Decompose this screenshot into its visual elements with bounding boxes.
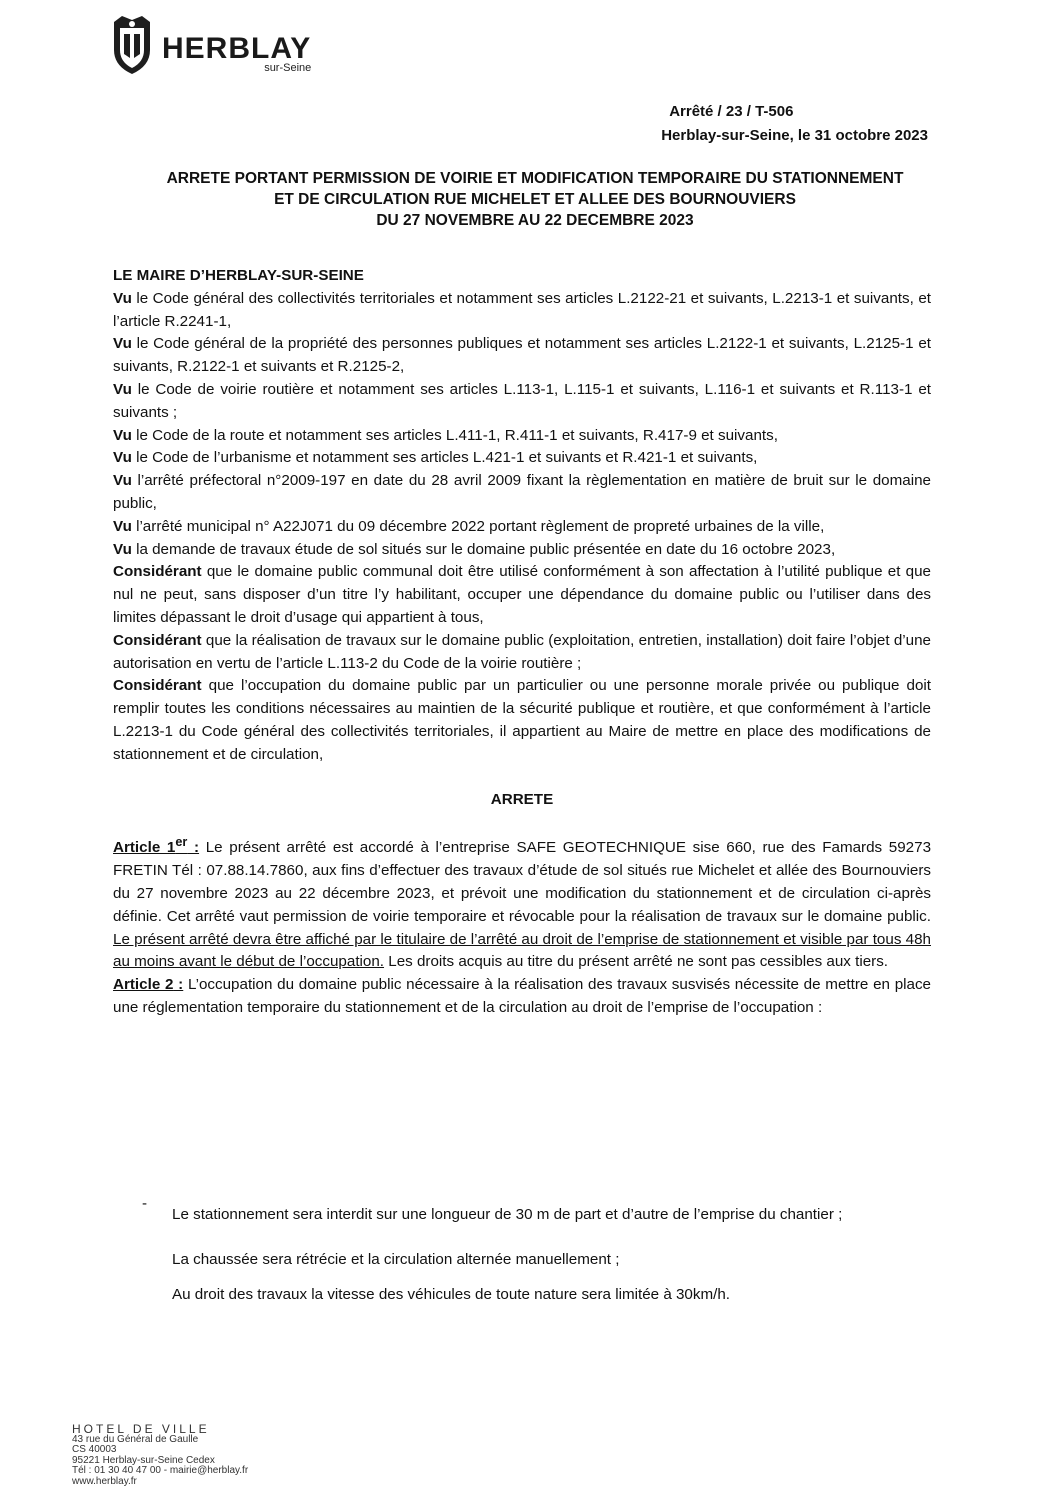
- visa-paragraph: [113, 288, 931, 334]
- visa-lead: Vu: [113, 449, 132, 467]
- visa-paragraph: [113, 470, 931, 516]
- visas-list: [113, 288, 931, 767]
- visa-paragraph: [113, 561, 931, 629]
- visa-paragraph: [113, 630, 931, 676]
- list-item: [142, 1193, 932, 1237]
- place-date: Herblay-sur-Seine, le 31 octobre 2023: [661, 127, 928, 144]
- list-item: La chaussée sera rétrécie et la circulation alternée manuellement ;: [172, 1251, 620, 1268]
- visa-lead: Considérant: [113, 677, 202, 695]
- visa-lead: Vu: [113, 426, 132, 444]
- measures-list: [142, 1193, 932, 1319]
- article-1: [113, 831, 931, 974]
- visa-paragraph: [113, 425, 931, 448]
- visa-text: que la réalisation de travaux sur le domaine public (exploitation, entretien, installation) doit faire l’objet d’une autorisation en vertu de l’article L.113-2 du Code de la voirie routière ;: [113, 631, 931, 672]
- crest-icon: [108, 12, 156, 76]
- footer-line: 43 rue du Général de Gaulle: [72, 1433, 199, 1445]
- footer-line: Tél : 01 30 40 47 00 - mairie@herblay.fr: [72, 1465, 249, 1476]
- footer-line: CS 40003: [72, 1444, 117, 1455]
- visa-text: le Code de l’urbanisme et notamment ses articles L.421-1 et suivants et R.421-1 et suivants,: [131, 449, 758, 467]
- title-line: ET DE CIRCULATION RUE MICHELET ET ALLEE DES BOURNOUVIERS: [274, 191, 796, 208]
- visa-lead: Considérant: [113, 563, 202, 581]
- visa-lead: Vu: [113, 335, 132, 353]
- document-title: [100, 168, 970, 231]
- list-item: Au droit des travaux la vitesse des véhicules de toute nature sera limitée à 30km/h.: [172, 1285, 731, 1303]
- city-logo: [108, 12, 311, 76]
- visa-text: l’arrêté municipal n° A22J071 du 09 décembre 2022 portant règlement de propreté urbaines de la ville,: [131, 517, 825, 535]
- article-2: [113, 974, 931, 1020]
- visa-text: l’arrêté préfectoral n°2009-197 en date du 28 avril 2009 fixant la règlementation en matière de bruit sur le domaine public,: [113, 472, 931, 512]
- article-2-text: L’occupation du domaine public nécessaire à la réalisation des travaux susvisés nécessite de mettre en place une réglementation temporaire du stationnement et de la circulation au droit de l’emprise de l’occupation :: [113, 976, 931, 1016]
- article-1-text: Le présent arrêté est accordé à l’entreprise SAFE GEOTECHNIQUE sise 660, rue des Famards 59273 FRETIN Tél : 07.88.14.7860, aux fins d’effectuer des travaux d’étude de sol situés rue Michelet et allée des Bournouviers du 27 novembre 2023 au 22 décembre 2023, et prévoit une modification du stationnement et de circulation ci-après définie. Cet arrêté vaut permission de voirie temporaire et révocable pour la réalisation de travaux sur le domaine public.: [113, 839, 932, 925]
- visa-paragraph: [113, 675, 931, 766]
- visa-text: la demande de travaux étude de sol situés sur le domaine public présentée en date du 16 octobre 2023,: [131, 540, 836, 558]
- visa-paragraph: [113, 447, 931, 470]
- visa-lead: Vu: [113, 380, 132, 398]
- bullet: -: [142, 1195, 148, 1212]
- reference-block: [661, 100, 928, 148]
- list-item-text: Le stationnement sera interdit sur une longueur de 30 m de part et d’autre de l’emprise du chantier ;: [172, 1206, 843, 1223]
- visa-paragraph: [113, 516, 931, 539]
- footer-address: [72, 1424, 248, 1487]
- visa-text: le Code général de la propriété des personnes publiques et notamment ses articles L.2122-1 et suivants, L.2125-1 et suivants, R.2122-1 et suivants et R.2125-2,: [113, 335, 931, 376]
- visa-text: le Code de la route et notamment ses articles L.411-1, R.411-1 et suivants, R.417-9 et suivants,: [131, 426, 778, 444]
- visa-paragraph: [113, 539, 931, 562]
- visa-paragraph: [113, 333, 931, 379]
- document-body: [113, 265, 931, 1020]
- visa-text: que l’occupation du domaine public par un particulier ou une personne morale privée ou publique doit remplir toutes les conditions nécessaires au maintien de la sécurité publique et routière, et que conformément à l’article L.2213-1 du Code général des collectivités territoriales, il appartient au Maire de mettre en place des modifications de stationnement et de circulation,: [113, 677, 931, 763]
- mayor-heading: LE MAIRE D’HERBLAY-SUR-SEINE: [113, 267, 364, 284]
- visa-lead: Vu: [113, 540, 132, 558]
- title-line: ARRETE PORTANT PERMISSION DE VOIRIE ET MODIFICATION TEMPORAIRE DU STATIONNEMENT: [166, 170, 904, 187]
- visa-lead: Considérant: [113, 631, 202, 649]
- title-line: DU 27 NOVEMBRE AU 22 DECEMBRE 2023: [376, 212, 694, 229]
- article-1-tail: Les droits acquis au titre du présent arrêté ne sont pas cessibles aux tiers.: [384, 953, 889, 971]
- logo-subtitle: sur-Seine: [264, 62, 312, 74]
- visa-text: que le domaine public communal doit être utilisé conformément à son affectation à l’utilité publique et que nul ne peut, sans disposer d’un titre l’y habilitant, occuper une dépendance du domaine public ou l’utiliser dans des limites dépassant le droit d’usage qui appartient à tous,: [113, 563, 931, 626]
- arrete-heading: ARRETE: [490, 790, 554, 808]
- footer-line: 95221 Herblay-sur-Seine Cedex: [72, 1454, 215, 1466]
- visa-text: le Code général des collectivités territoriales et notamment ses articles L.2122-21 et suivants, L.2213-1 et suivants, et l’article R.2241-1,: [113, 289, 931, 330]
- visa-text: le Code de voirie routière et notamment ses articles L.113-1, L.115-1 et suivants, L.116-1 et suivants et R.113-1 et suivants ;: [113, 380, 931, 421]
- article-2-label: Article 2 :: [113, 976, 184, 994]
- visa-lead: Vu: [113, 517, 132, 535]
- logo-name: HERBLAY: [162, 32, 312, 65]
- footer-line: www.herblay.fr: [72, 1475, 137, 1487]
- footer-line: HOTEL DE VILLE: [72, 1422, 210, 1436]
- visa-paragraph: [113, 379, 931, 425]
- visa-lead: Vu: [113, 472, 132, 490]
- visa-lead: Vu: [113, 289, 132, 307]
- article-1-posting-notice: Le présent arrêté devra être affiché par le titulaire de l’arrêté au droit de l’emprise de stationnement et visible par tous 48h au moins avant le début de l’occupation.: [113, 930, 931, 971]
- reference-number: Arrêté / 23 / T-506: [669, 103, 794, 120]
- article-1-label: Article 1er :: [113, 835, 200, 857]
